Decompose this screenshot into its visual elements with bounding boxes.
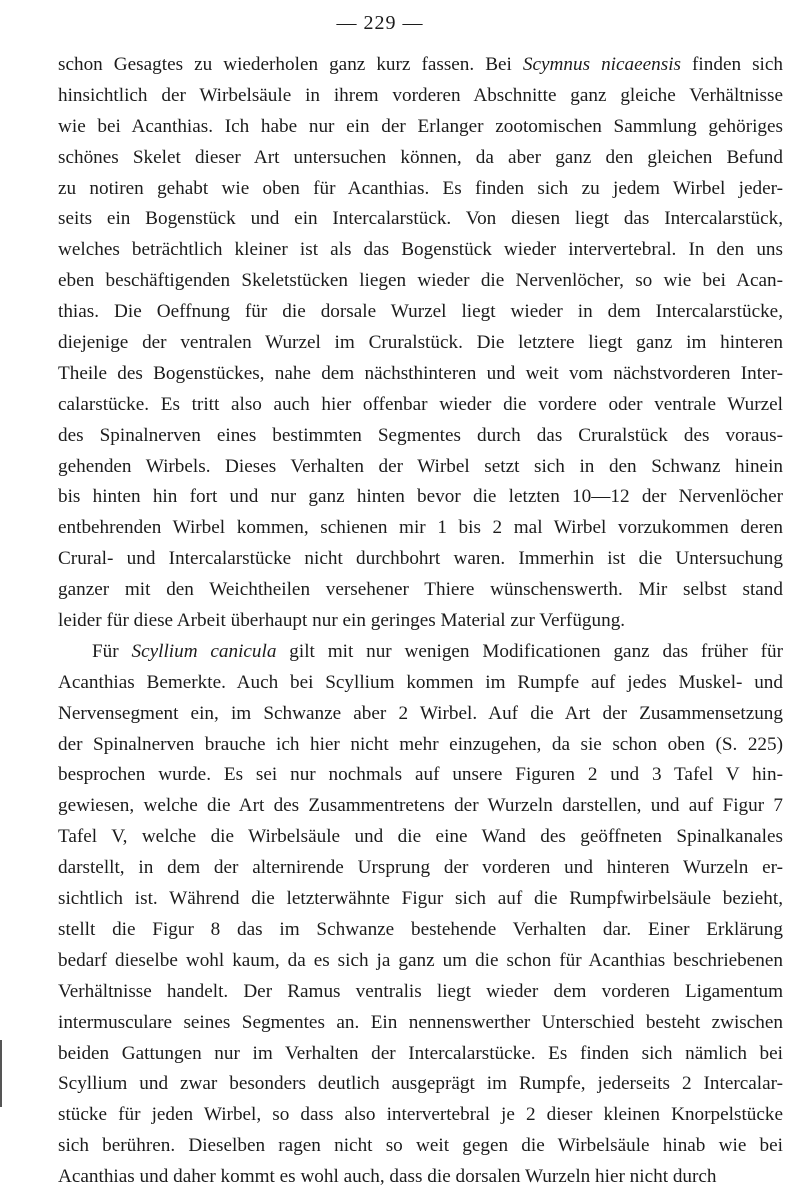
text-line-8: eben beschäftigenden Skeletstücken liegen wieder die Nervenlöcher, so wie bei Acan- [58,270,783,292]
text-line-35: stücke für jeden Wirbel, so dass also intervertebral je 2 dieser kleinen Knorpelstücke [58,1104,783,1126]
text-line-36: sich berühren. Dieselben ragen nicht so weit gegen die Wirbelsäule hinab wie bei [58,1135,783,1157]
text-line-30: bedarf dieselbe wohl kaum, da es sich ja ganz um die schon für Acanthias beschriebenen [58,949,783,971]
species-name-scymnus: Scymnus nicaeensis [522,54,681,75]
text-line-4: schönes Skelet dieser Art untersuchen können, da aber ganz den gleichen Befund [58,146,783,168]
text-line-27: darstellt, in dem der alternirende Ursprung der vorderen und hinteren Wurzeln er- [58,857,783,879]
text-line-20: Für Scyllium canicula gilt mit nur wenigen Modificationen ganz das früher für [92,640,783,662]
text-line-32: intermusculare seines Segmentes an. Ein nennenswerther Unterschied besteht zwischen [58,1011,783,1033]
text-line-15: bis hinten hin fort und nur ganz hinten bevor die letzten 10—12 der Nervenlöcher [58,486,783,508]
text-line-6: seits ein Bogenstück und ein Intercalarstück. Von diesen liegt das Intercalarstück, [58,208,783,230]
page-edge-mark [0,1040,2,1107]
text-line-22: Nervensegment ein, im Schwanze aber 2 Wirbel. Auf die Art der Zusammensetzung [58,702,783,724]
text-line-24: besprochen wurde. Es sei nur nochmals auf unsere Figuren 2 und 3 Tafel V hin- [58,764,783,786]
text-line-7: welches beträchtlich kleiner ist als das Bogenstück wieder intervertebral. In den uns [58,239,783,261]
text-line-14: gehenden Wirbels. Dieses Verhalten der Wirbel setzt sich in den Schwanz hinein [58,455,783,477]
text-line-33: beiden Gattungen nur im Verhalten der Intercalarstücke. Es finden sich nämlich bei [58,1042,783,1064]
text-line-29: stellt die Figur 8 das im Schwanze bestehende Verhalten dar. Einer Erklärung [58,918,783,940]
text-line-21: Acanthias Bemerkte. Auch bei Scyllium kommen im Rumpfe auf jedes Muskel- und [58,671,783,693]
text-line-1: schon Gesagtes zu wiederholen ganz kurz fassen. Bei Scymnus nicaeensis finden sich [58,54,783,75]
text-line-17: Crural- und Intercalarstücke nicht durchbohrt waren. Immerhin ist die Untersuchung [58,548,783,570]
text-line-11: Theile des Bogenstückes, nahe dem nächsthinteren und weit vom nächstvorderen Inter- [58,362,783,384]
text-line-10: diejenige der ventralen Wurzel im Cruralstück. Die letztere liegt ganz im hinteren [58,332,783,354]
text-line-19: leider für diese Arbeit überhaupt nur ein geringes Material zur Verfügung. [58,610,626,632]
text-line-2: hinsichtlich der Wirbelsäule in ihrem vorderen Abschnitte ganz gleiche Verhältnisse [58,84,783,106]
body-text [58,50,783,1193]
page-number: — 229 — [336,12,424,34]
text-line-23: der Spinalnerven brauche ich hier nicht mehr einzugehen, da sie schon oben (S. 225) [58,733,783,755]
text-line-28: sichtlich ist. Während die letzterwähnte Figur sich auf die Rumpfwirbelsäule bezieht, [58,888,783,910]
text-line-26: Tafel V, welche die Wirbelsäule und die eine Wand des geöffneten Spinalkanales [58,826,783,848]
text-line-31: Verhältnisse handelt. Der Ramus ventralis liegt wieder dem vorderen Ligamentum [58,980,783,1002]
text-line-5: zu notiren gehabt wie oben für Acanthias. Es finden sich zu jedem Wirbel jeder- [58,177,783,199]
text-line-3: wie bei Acanthias. Ich habe nur ein der Erlanger zootomischen Sammlung gehöriges [58,115,783,137]
species-name-scyllium: Scyllium canicula [131,640,277,662]
text-line-25: gewiesen, welche die Art des Zusammentretens der Wurzeln darstellen, und auf Figur 7 [58,795,783,817]
text-line-18: ganzer mit den Weichtheilen versehener Thiere wünschenswerth. Mir selbst stand [58,579,783,601]
text-line-12: calarstücke. Es tritt also auch hier offenbar wieder die vordere oder ventrale Wurzel [58,393,783,415]
text-line-34: Scyllium und zwar besonders deutlich ausgeprägt im Rumpfe, jederseits 2 Intercalar- [58,1073,783,1095]
text-line-16: entbehrenden Wirbel kommen, schienen mir 1 bis 2 mal Wirbel vorzukommen deren [58,517,783,539]
text-line-9: thias. Die Oeffnung für die dorsale Wurzel liegt wieder in dem Intercalarstücke, [58,301,783,323]
text-line-37: Acanthias und daher kommt es wohl auch, dass die dorsalen Wurzeln hier nicht durch [58,1166,717,1188]
text-line-13: des Spinalnerven eines bestimmten Segmentes durch das Cruralstück des voraus- [58,424,783,446]
